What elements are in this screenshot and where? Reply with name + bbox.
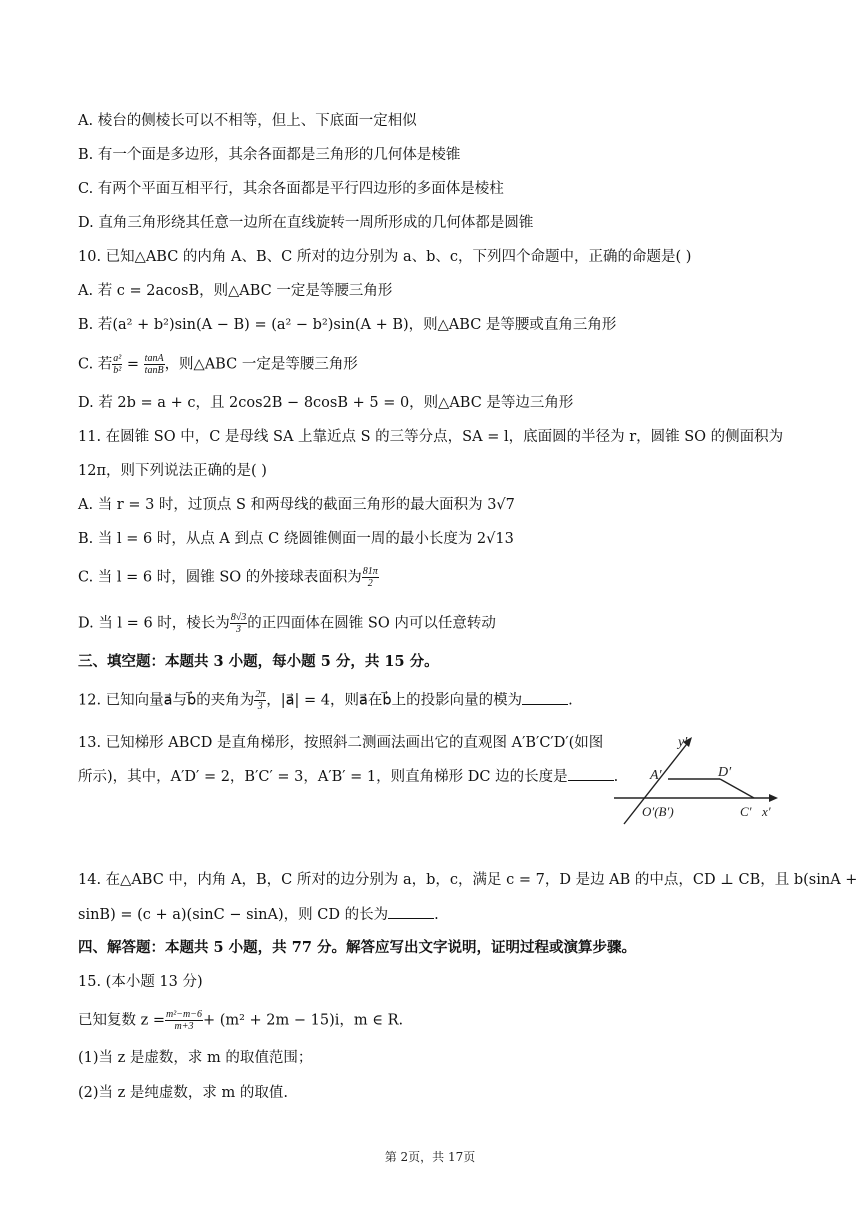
question-13: 13. 已知梯形 ABCD 是直角梯形，按照斜二测画法画出它的直观图 A′B′C′D′(如图 xyxy=(78,735,604,751)
section-4-heading: 四、解答题：本题共 5 小题，共 77 分。解答应写出文字说明，证明过程或演算步骤。 xyxy=(78,939,636,956)
section-3-heading: 三、填空题：本题共 3 小题，每小题 5 分，共 15 分。 xyxy=(78,653,439,670)
option-c-q10 xyxy=(78,353,358,376)
fraction-denominator: 3 xyxy=(257,701,263,712)
x-prime-label: x′ xyxy=(762,804,771,819)
fraction-denominator: 3 xyxy=(236,624,242,635)
question-13-period: . xyxy=(613,769,619,785)
option-a-q10: A. 若 c = 2acosB，则△ABC 一定是等腰三角形 xyxy=(78,283,393,299)
question-15-prefix: 已知复数 z = xyxy=(78,1012,166,1029)
option-d-q11-suffix: 的正四面体在圆锥 SO 内可以任意转动 xyxy=(247,615,496,632)
y-prime-label: y′ xyxy=(678,735,688,750)
option-a-q11: A. 当 r = 3 时，过顶点 S 和两母线的截面三角形的最大面积为 3√7 xyxy=(78,497,515,513)
question-15-part-1: (1)当 z 是虚数，求 m 的取值范围； xyxy=(78,1050,313,1066)
option-b-q10: B. 若(a² + b²)sin(A − B) = (a² − b²)sin(A + B)，则△ABC 是等腰或直角三角形 xyxy=(78,317,617,333)
a-prime-label: A′ xyxy=(650,768,662,783)
d-prime-label: D′ xyxy=(718,765,732,780)
fraction-denominator: b² xyxy=(113,365,122,376)
answer-blank-14[interactable] xyxy=(388,904,434,919)
fraction-numerator: 8√3 xyxy=(230,612,247,623)
option-b-q9: B. 有一个面是多边形，其余各面都是三角形的几何体是棱锥 xyxy=(78,147,461,163)
fraction-numerator: 2π xyxy=(255,689,266,700)
trapezoid-right-edge xyxy=(720,779,754,798)
fraction-2pi-3 xyxy=(254,689,266,712)
page-footer: 第 2页，共 17页 xyxy=(384,1150,476,1164)
option-d-q9: D. 直角三角形绕其任意一边所在直线旋转一周所形成的几何体都是圆锥 xyxy=(78,215,534,231)
fraction-numerator: tanA xyxy=(144,353,164,364)
question-11: 11. 在圆锥 SO 中，C 是母线 SA 上靠近点 S 的三等分点，SA = l，底面圆的半径为 r，圆锥 SO 的侧面积为 xyxy=(78,429,784,445)
question-12-prefix: 12. 已知向量a⃗与b⃗的夹角为 xyxy=(78,692,255,709)
fraction-denominator: tanB xyxy=(144,365,164,376)
fraction-denominator: m+3 xyxy=(174,1021,194,1032)
option-c-q11-text: C. 当 l = 6 时，圆锥 SO 的外接球表面积为 xyxy=(78,569,362,586)
fraction-numerator: m²−m−6 xyxy=(166,1009,202,1020)
fraction-numerator: 81π xyxy=(362,566,378,577)
option-c-q11 xyxy=(78,566,379,589)
option-c-q9: C. 有两个平面互相平行，其余各面都是平行四边形的多面体是棱柱 xyxy=(78,181,504,197)
question-14-cont-text: sinB) = (c + a)(sinC − sinA)，则 CD 的长为 xyxy=(78,907,389,923)
question-10: 10. 已知△ABC 的内角 A、B、C 所对的边分别为 a、b、c，下列四个命题中，正确的命题是( ) xyxy=(78,249,692,265)
fraction-z-real-part xyxy=(165,1009,203,1032)
question-12-period: . xyxy=(568,692,573,709)
question-13-cont xyxy=(78,766,618,787)
answer-blank-12[interactable] xyxy=(522,690,568,705)
option-d-q11 xyxy=(78,612,496,635)
question-13-cont-text: 所示)，其中，A′D′ = 2，B′C′ = 3，A′B′ = 1，则直角梯形 DC 边的长度是 xyxy=(78,769,568,785)
fraction-a2-b2 xyxy=(112,353,122,376)
ob-prime-label: O′(B′) xyxy=(642,804,674,819)
fraction-denominator: 2 xyxy=(367,578,373,589)
option-b-q11: B. 当 l = 6 时，从点 A 到点 C 绕圆锥侧面一周的最小长度为 2√13 xyxy=(78,531,514,547)
answer-blank-13[interactable] xyxy=(568,766,614,781)
option-c-prefix: C. 若 xyxy=(78,356,113,373)
c-prime-label: C′ xyxy=(740,804,752,819)
trapezoid-figure xyxy=(612,732,787,828)
fraction-8root3-3 xyxy=(230,612,248,635)
question-15-stem xyxy=(78,1009,403,1032)
question-14: 14. 在△ABC 中，内角 A，B，C 所对的边分别为 a，b，c，满足 c = 7，D 是边 AB 的中点，CD ⊥ CB，且 b(sinA + xyxy=(78,872,858,888)
question-12-middle: ，|a⃗| = 4，则a⃗在b⃗上的投影向量的模为 xyxy=(266,692,523,709)
option-d-q11-prefix: D. 当 l = 6 时，棱长为 xyxy=(78,615,230,632)
question-15-suffix: + (m² + 2m − 15)i，m ∈ R. xyxy=(202,1012,404,1029)
question-14-period: . xyxy=(434,907,439,923)
fraction-numerator: a² xyxy=(113,353,122,364)
option-c-suffix: ，则△ABC 一定是等腰三角形 xyxy=(164,356,358,373)
question-14-cont xyxy=(78,904,439,925)
question-11-cont: 12π，则下列说法正确的是( ) xyxy=(78,463,267,479)
equals-sign: = xyxy=(122,356,144,373)
option-d-q10: D. 若 2b = a + c，且 2cos2B − 8cosB + 5 = 0，则△ABC 是等边三角形 xyxy=(78,395,574,411)
x-axis-arrow xyxy=(769,794,778,802)
question-15-header: 15. (本小题 13 分) xyxy=(78,974,203,990)
question-12 xyxy=(78,689,573,712)
question-15-part-2: (2)当 z 是纯虚数，求 m 的取值. xyxy=(78,1085,288,1101)
fraction-tan xyxy=(144,353,165,376)
option-a-q9: A. 棱台的侧棱长可以不相等，但上、下底面一定相似 xyxy=(78,113,417,129)
fraction-81pi-2 xyxy=(362,566,379,589)
